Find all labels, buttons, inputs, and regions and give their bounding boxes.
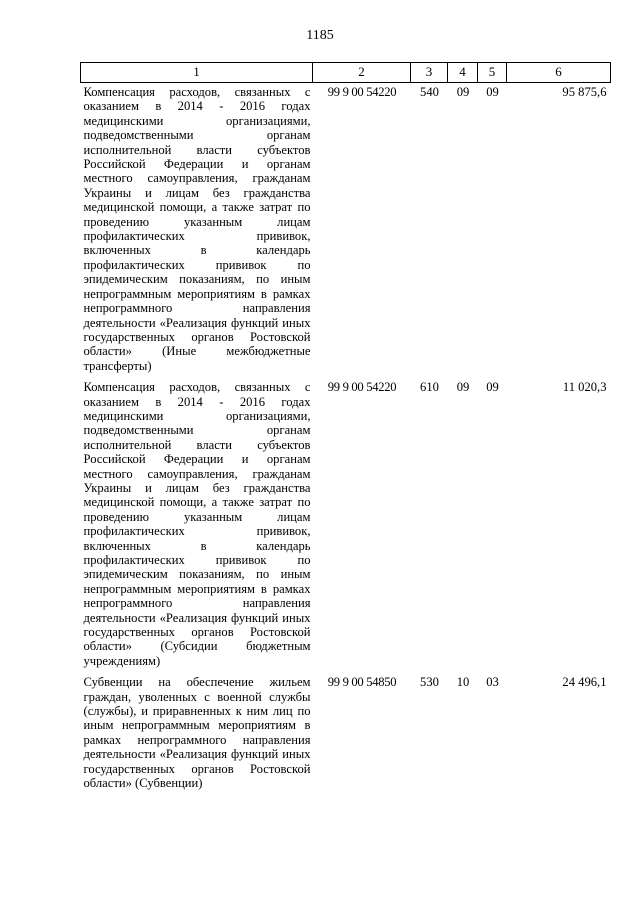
table-row [81,378,611,673]
row-col3: 610 [420,380,439,395]
row-amount: 24 496,1 [562,675,607,690]
row-col3: 530 [420,675,439,690]
column-header-3: 3 [411,63,448,83]
row-description: Субвенции на обеспечение жильем граждан, уволенных с военной службы (службы), и приравненных к ним лиц по иным непрограммным мероприятиям в рамках непрограммного направления деятельности «Реализация функций иных государственных органов Ростовской области» (Субвенции) [83,675,311,791]
row-col4: 09 [456,380,470,395]
column-header-1: 1 [81,63,313,83]
page-number: 1185 [306,28,334,43]
row-col5: 09 [486,380,499,395]
row-code: 99 9 00 54220 [327,380,397,395]
column-header-4: 4 [448,63,478,83]
row-col3: 540 [420,85,439,99]
row-description: Компенсация расходов, связанных с оказанием в 2014 - 2016 годах медицинскими организациями, подведомственными органам исполнительной власти субъектов Российской Федерации и органам местного самоуправления, гражданам Украины и лицам без гражданства медицинской помощи, а также затрат по проведению указанным лицам профилактических прививок, включенных в календарь профилактических прививок по эпидемическим показаниям, по иным непрограммным мероприятиям в рамках непрограммного направления деятельности «Реализация функций иных государственных органов Ростовской области» (Иные межбюджетные трансферты) [83,85,311,373]
row-amount: 95 875,6 [562,85,607,99]
row-code: 99 9 00 54220 [327,85,397,99]
row-code: 99 9 00 54850 [327,675,397,690]
row-col4: 10 [456,675,470,690]
row-col5: 09 [486,85,499,99]
row-col4: 09 [456,85,470,99]
row-col5: 03 [486,675,499,690]
row-description: Компенсация расходов, связанных с оказанием в 2014 - 2016 годах медицинскими организациями, подведомственными органам исполнительной власти субъектов Российской Федерации и органам местного самоуправления, гражданам Украины и лицам без гражданства медицинской помощи, а также затрат по проведению указанным лицам профилактических прививок, включенных в календарь профилактических прививок по эпидемическим показаниям, по иным непрограммным мероприятиям в рамках непрограммного направления деятельности «Реализация функций иных государственных органов Ростовской области» (Субсидии бюджетным учреждениям) [83,380,311,668]
column-header-6: 6 [507,63,611,83]
budget-table [80,62,611,796]
table-row [81,83,611,379]
column-header-2: 2 [313,63,411,83]
table-header-row [81,63,611,83]
column-header-5: 5 [478,63,507,83]
row-amount: 11 020,3 [562,380,607,395]
table-row [81,673,611,795]
